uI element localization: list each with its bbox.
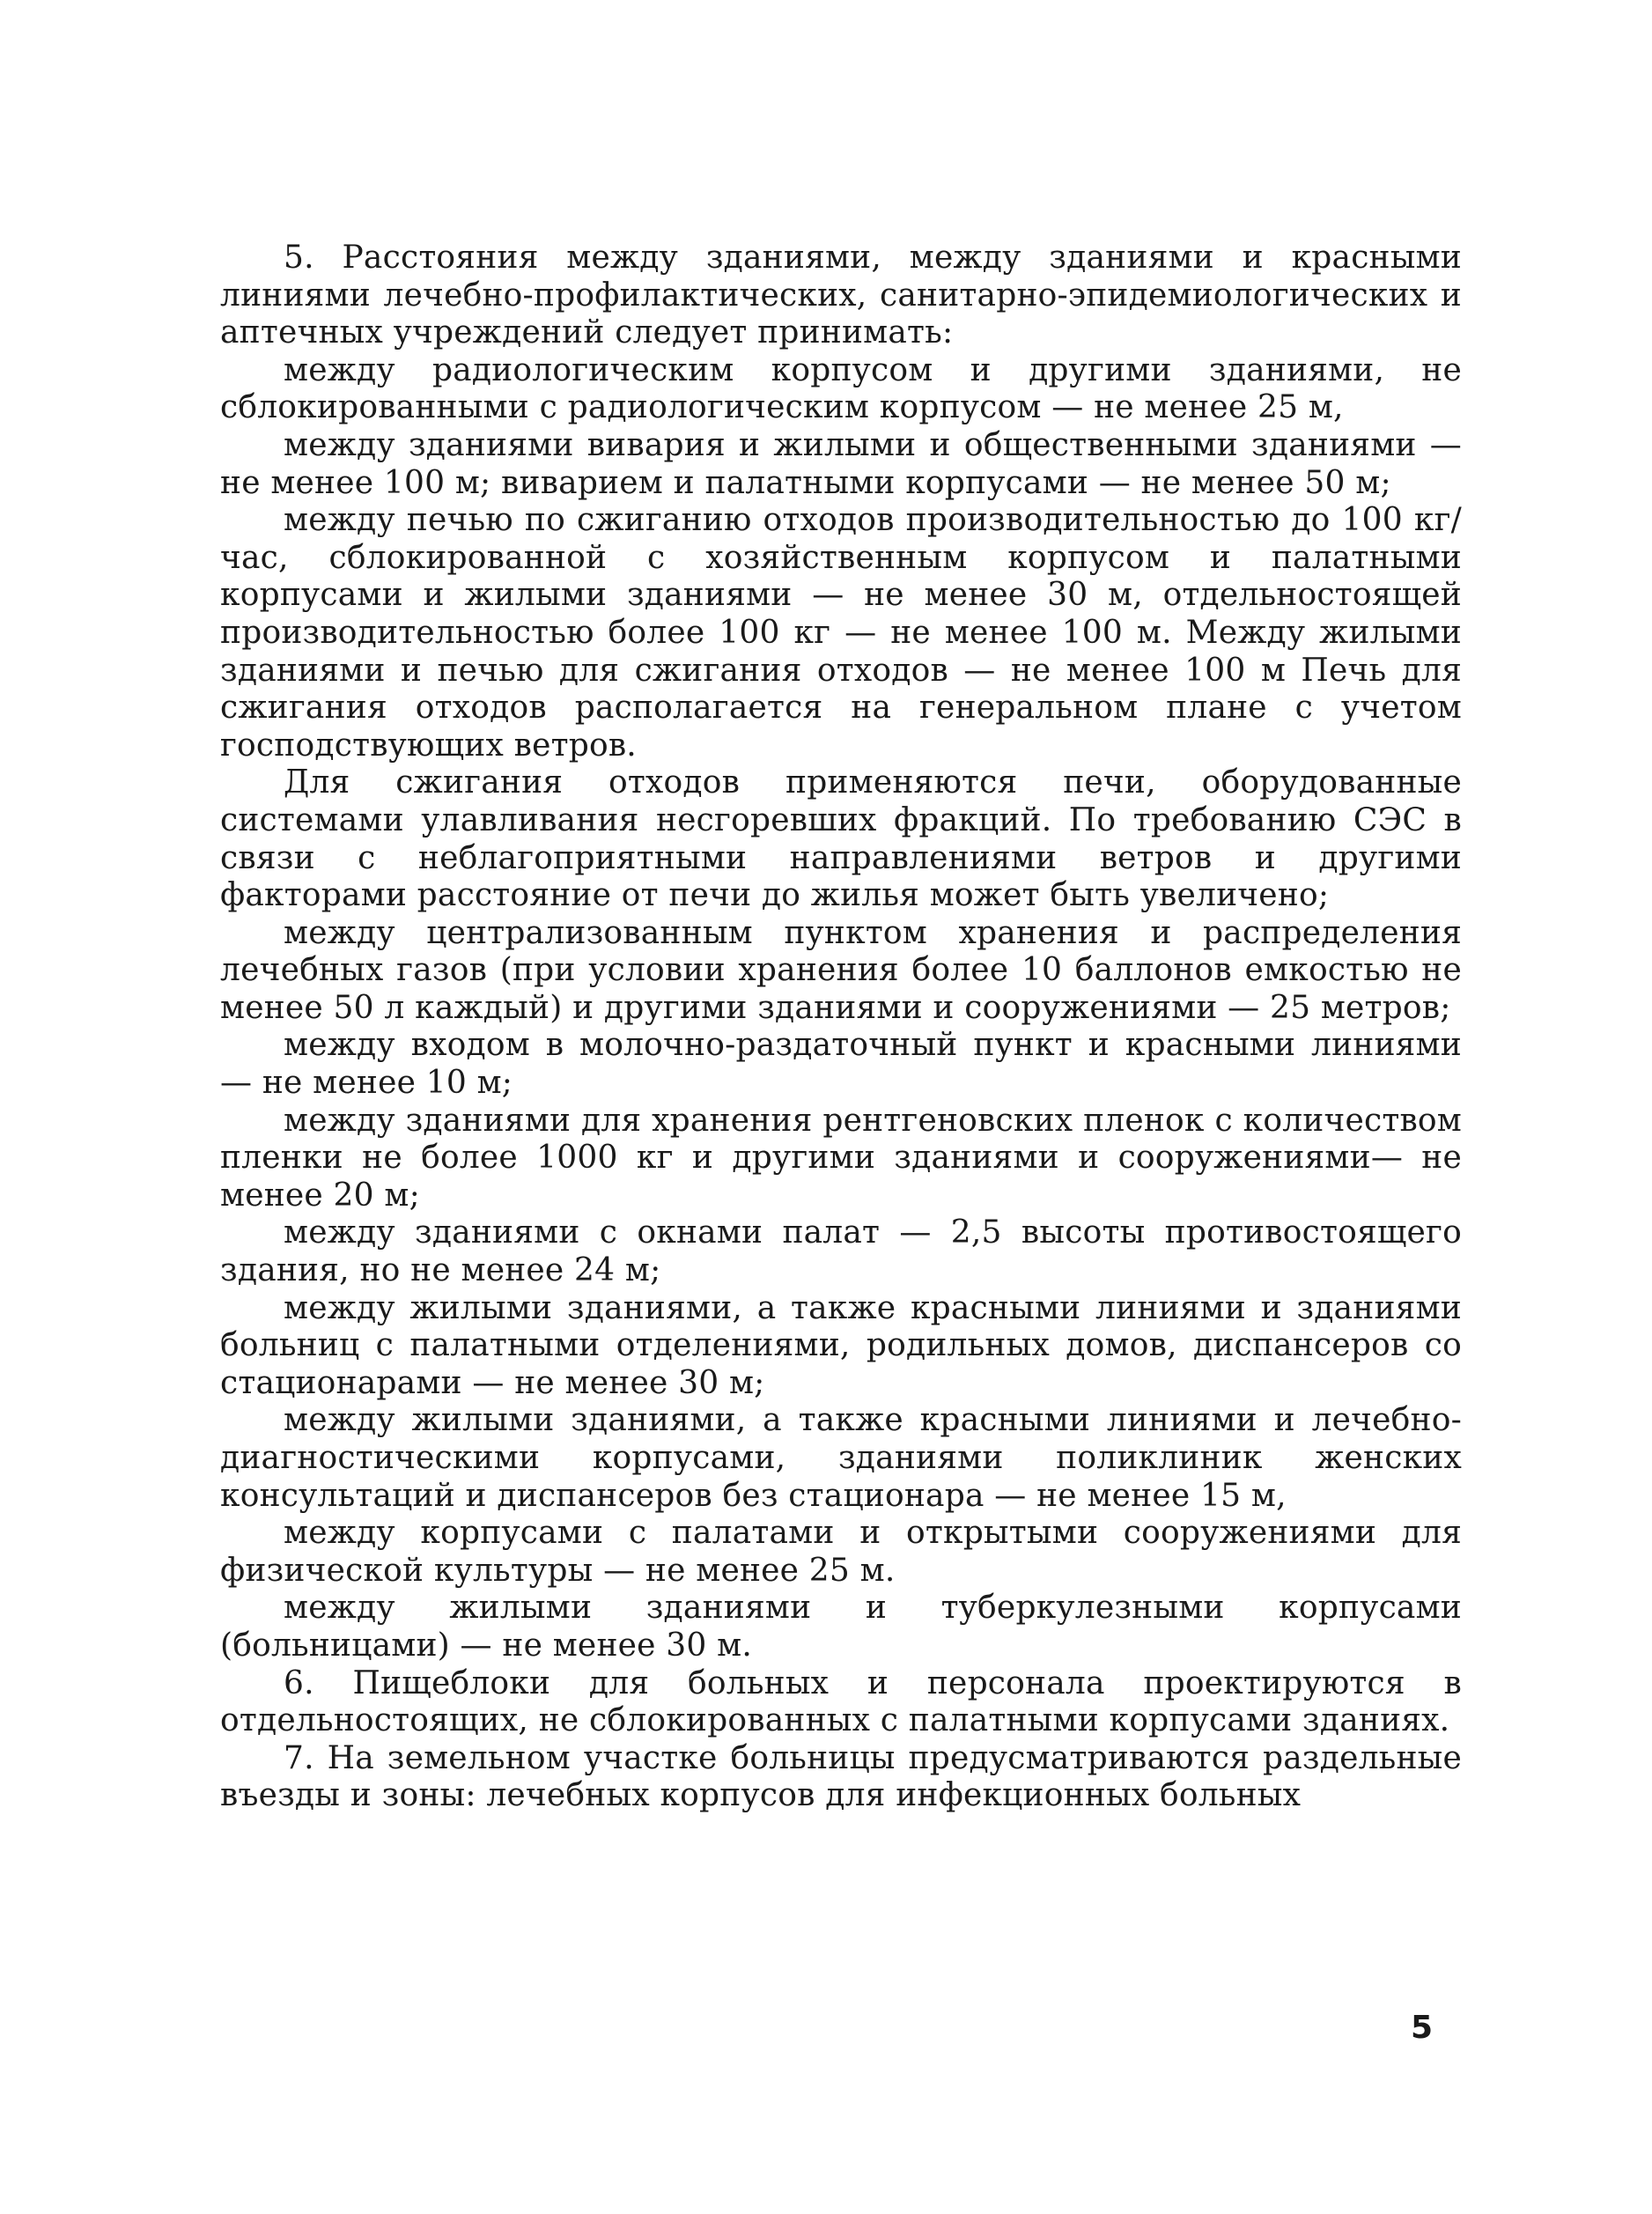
paragraph-medical-gases: между централизованным пунктом хранения и распределения лечебных газов (при условии хранения более 10 баллонов емкостью не менее 50 л каждый) и другими зданиями и сооружениями — 25 метров; bbox=[220, 914, 1462, 1026]
paragraph-diagnostic-15m: между жилыми зданиями, а также красными линиями и лечебно-диагностическими корпусами, зданиями поликлиник женских консультаций и диспансеров без стационара — не менее 15 м, bbox=[220, 1402, 1462, 1514]
paragraph-milk-point: между входом в молочно-раздаточный пункт и красными линиями — не менее 10 м; bbox=[220, 1027, 1462, 1102]
paragraph-sports-25m: между корпусами с палатами и открытыми сооружениями для физической культуры — не менее 25 м. bbox=[220, 1515, 1462, 1589]
body-text bbox=[220, 240, 1462, 1815]
paragraph-vivarium: между зданиями вивария и жилыми и общественными зданиями — не менее 100 м; виварием и палатными корпусами — не менее 50 м; bbox=[220, 426, 1462, 501]
page-number: 5 bbox=[1411, 2010, 1434, 2046]
paragraph-5-intro: 5. Расстояния между зданиями, между зданиями и красными линиями лечебно-профилактических, санитарно-эпидемиологических и аптечных учреждений следует принимать: bbox=[220, 240, 1462, 351]
paragraph-7-zones: 7. На земельном участке больницы предусматриваются раздельные въезды и зоны: лечебных корпусов для инфекционных больных bbox=[220, 1739, 1462, 1814]
paragraph-hospitals-30m: между жилыми зданиями, а также красными линиями и зданиями больниц с палатными отделениями, родильных домов, диспансеров со стационарами — не менее 30 м; bbox=[220, 1289, 1462, 1401]
paragraph-incinerator-systems: Для сжигания отходов применяются печи, оборудованные системами улавливания несгоревших фракций. По требованию СЭС в связи с неблагоприятными направлениями ветров и другими факторами расстояние от печи до жилья может быть увеличено; bbox=[220, 764, 1462, 914]
paragraph-xray-films: между зданиями для хранения рентгеновских пленок с количеством пленки не более 1000 кг и другими зданиями и сооружениями— не менее 20 м; bbox=[220, 1102, 1462, 1214]
paragraph-ward-windows: между зданиями с окнами палат — 2,5 высоты противостоящего здания, но не менее 24 м; bbox=[220, 1214, 1462, 1289]
paragraph-tuberculosis-30m: между жилыми зданиями и туберкулезными корпусами (больницами) — не менее 30 м. bbox=[220, 1590, 1462, 1664]
paragraph-incinerator: между печью по сжиганию отходов производительностью до 100 кг/час, сблокированной с хозяйственным корпусом и палатными корпусами и жилыми зданиями — не менее 30 м, отдельностоящей производительностью более 100 кг — не менее 100 м. Между жилыми зданиями и печью для сжигания отходов — не менее 100 м Печь для сжигания отходов располагается на генеральном плане с учетом господствующих ветров. bbox=[220, 502, 1462, 764]
paragraph-radiology: между радиологическим корпусом и другими зданиями, не сблокированными с радиологическим корпусом — не менее 25 м, bbox=[220, 351, 1462, 426]
paragraph-6-catering: 6. Пищеблоки для больных и персонала проектируются в отдельностоящих, не сблокированных с палатными корпусами зданиях. bbox=[220, 1664, 1462, 1739]
